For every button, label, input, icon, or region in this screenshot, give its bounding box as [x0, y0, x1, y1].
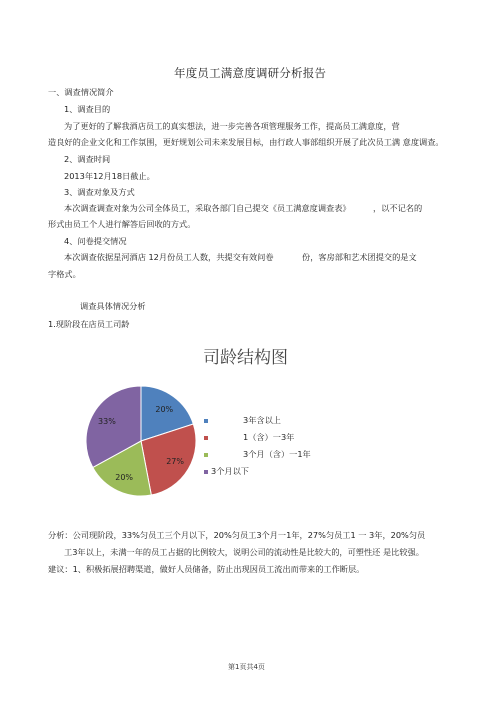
chart-title: 司龄结构图 [203, 348, 288, 368]
paragraph-method-line1: 本次调查调查对象为公司全体员工，采取各部门自己提交《员工满意度调查表》 [64, 203, 351, 213]
subheading-submission: 4、问卷提交情况 [64, 236, 127, 246]
paragraph-purpose-line1: 为了更好的了解我酒店员工的真实想法，进一步完善各项管理服务工作，提高员工满意度，营 [64, 121, 400, 131]
paragraph-method-line1-tail: ，以不记名的 [373, 203, 423, 213]
section-heading-analysis: 调查具体情况分析 [80, 301, 146, 311]
paragraph-time: 2013年12月18日截止。 [64, 171, 155, 181]
paragraph-purpose-line2: 造良好的企业文化和工作氛围，更好规划公司未来发展目标，由行政人事部组织开展了此次员工满 意度调查。 [48, 137, 444, 147]
page-footer: 第1页共4页 [228, 663, 265, 671]
subheading-seniority: 1.现阶段在店员工司龄 [48, 319, 130, 329]
legend-swatch-1to3y [204, 436, 208, 440]
section-heading-intro: 一、调查情况简介 [48, 87, 114, 97]
legend-swatch-3m-to-1y [204, 453, 208, 457]
analysis-line2: 工3年以上，未满一年的员工占据的比例较大，说明公司的流动性是比较大的，可塑性还 是比较强。 [64, 547, 424, 557]
legend-label-3y-plus: 3年含以上 [243, 415, 281, 425]
suggestion-line: 建议：1、积极拓展招聘渠道，做好人员储备，防止出现因员工流出而带来的工作断层。 [48, 564, 365, 574]
legend-label-1to3y: 1（含）一3年 [243, 432, 295, 442]
legend-label-3m-to-1y: 3个月（含）一1年 [243, 449, 311, 459]
paragraph-submission-line1: 本次调查依据星河酒店 12月份员工人数，共提交有效问卷 [64, 252, 274, 262]
paragraph-submission-line1-mid: 份，客房部和艺术团提交的是文 [302, 252, 417, 262]
legend-swatch-under-3m [204, 470, 208, 474]
paragraph-submission-line2: 字格式。 [48, 269, 81, 279]
report-title: 年度员工满意度调研分析报告 [174, 66, 327, 80]
pie-label-1to3y: 27% [166, 457, 184, 467]
subheading-method: 3、调查对象及方式 [64, 187, 135, 197]
legend-swatch-3y-plus [204, 419, 208, 423]
legend-label-under-3m: 3个月以下 [211, 466, 249, 476]
pie-label-3m-to-1y: 20% [115, 472, 134, 482]
analysis-line1: 分析：公司现阶段，33%匀员工三个月以下，20%匀员工3个月一1年，27%匀员工1 一 3年，20%匀员 [48, 530, 426, 540]
subheading-time: 2、调查时间 [64, 154, 111, 164]
pie-label-under-3m: 33% [98, 416, 116, 426]
subheading-purpose: 1、调查目的 [64, 104, 111, 114]
pie-label-3y-plus: 20% [155, 404, 174, 414]
paragraph-method-line2: 形式由员工个人进行解答后回收的方式。 [48, 219, 196, 229]
